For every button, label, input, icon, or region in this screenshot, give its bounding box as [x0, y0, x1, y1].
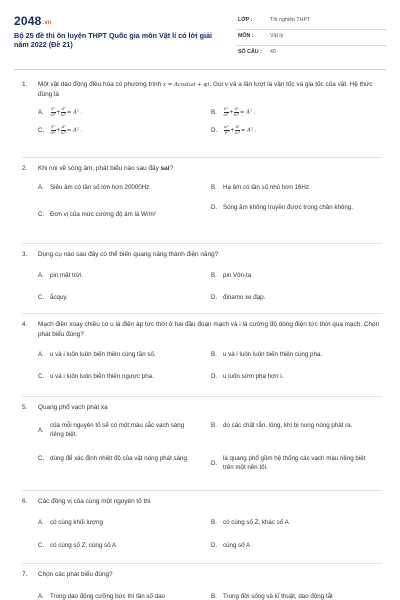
question-divider — [22, 243, 382, 244]
question-stem — [22, 570, 382, 580]
question-text-pre: Một vật dao động điều hòa có phương trình — [38, 81, 162, 88]
options — [38, 178, 382, 224]
meta-value: Tốt nghiệp THPT — [270, 17, 311, 23]
option-a[interactable]: A. pin mặt trời. — [38, 272, 83, 279]
question-stem — [22, 164, 382, 174]
question-number: 7. — [22, 571, 28, 578]
meta-key: LỚP : — [238, 17, 253, 23]
option-a[interactable]: A. Trong dao động cưỡng bức thì tần số dao — [38, 593, 165, 600]
options — [38, 264, 382, 304]
question-number: 1. — [22, 81, 28, 88]
options — [38, 584, 382, 600]
meta-key: SỐ CÂU : — [238, 49, 262, 55]
option-c[interactable]: C. có cùng số Z, cùng số A — [38, 542, 117, 549]
question-text — [38, 80, 382, 100]
emphasis-text: sai — [160, 165, 170, 172]
formula: $\frac{\text{v²}}{\text{ω²}}$ + $\frac{\text{a²}}{\text{ω⁴}}$ = A² . — [50, 124, 83, 135]
options — [38, 344, 382, 384]
question-7 — [22, 570, 382, 600]
question-text: Mạch điện xoay chiều có u là điện áp tức thời ở hai đầu đoạn mạch và i là cường độ dòng điện tức thời qua mạch. Chọn phát biểu đúng? — [38, 321, 380, 338]
meta-key: MÔN : — [238, 33, 254, 39]
formula: $\frac{\text{v²}}{\text{ω⁴}}$ + $\frac{\text{a²}}{\text{ω²}}$ = A² . — [50, 106, 83, 117]
option-a[interactable]: A. có cùng khối lượng — [38, 519, 103, 526]
question-number: 2. — [22, 165, 28, 172]
option-a[interactable]: A. u và i luôn luôn biến thiên cùng tần số. — [38, 351, 156, 358]
option-c[interactable]: C. ắcquy. — [38, 294, 68, 301]
formula: $\frac{\text{ω²}}{\text{v²}}$ + $\frac{\text{a²}}{\text{ω⁴}}$ = A² . — [224, 124, 257, 135]
option-d[interactable]: D. Sóng âm không truyền được trong chân không. — [211, 204, 353, 211]
option-d[interactable]: D. là quang phổ gồm hệ thống các vạch màu riêng biệt trên một nền tối. — [211, 455, 366, 471]
question-stem — [22, 497, 382, 507]
options — [38, 104, 382, 138]
option-d[interactable]: D. cùng số A — [211, 542, 251, 549]
equation: x = Acos(ωt + φ) — [163, 82, 210, 88]
option-b[interactable]: B. pin Vôn-ta — [211, 272, 252, 279]
document-header — [14, 12, 386, 62]
option-b[interactable] — [211, 107, 256, 118]
logo-suffix: .vn — [42, 20, 52, 26]
question-3 — [22, 250, 382, 304]
question-stem — [22, 320, 382, 340]
option-a[interactable] — [38, 107, 83, 118]
question-stem — [22, 403, 382, 413]
meta-value: Vật lý — [270, 33, 284, 39]
option-c[interactable] — [38, 125, 83, 136]
option-d[interactable]: D. đinamo xe đạp. — [211, 294, 266, 301]
question-2 — [22, 164, 382, 224]
question-text: Chọn các phát biểu đúng? — [38, 571, 113, 578]
header-divider — [14, 69, 386, 70]
question-text-post: . Gọi v và a lần lượt là vận tốc và gia tốc của vật. Hệ thức đúng là — [38, 81, 373, 98]
question-divider — [22, 157, 382, 158]
question-text: Khi nói về sóng âm, phát biểu nào sau đây sai? — [38, 165, 174, 172]
meta-table — [236, 14, 386, 61]
option-label: C. — [38, 126, 45, 134]
option-label: D. — [211, 126, 218, 134]
question-divider — [22, 313, 382, 314]
question-divider — [22, 490, 382, 491]
question-6 — [22, 497, 382, 551]
options — [38, 417, 382, 481]
option-c[interactable]: C. Đơn vị của mức cường độ âm là W/m² — [38, 211, 156, 218]
question-divider — [22, 396, 382, 397]
option-b[interactable]: B. u và i luôn luôn biến thiên cùng pha. — [211, 351, 323, 358]
site-logo[interactable] — [14, 14, 52, 28]
question-text: Quang phổ vạch phát xạ — [38, 404, 108, 411]
document-title: Bộ 25 đề thi ôn luyện THPT Quốc gia môn Vật lí có lời giải năm 2022 (Đề 21) — [14, 31, 212, 49]
question-text: Dụng cụ nào sau đây có thể biến quang năng thành điện năng? — [38, 251, 219, 258]
question-5 — [22, 403, 382, 481]
logo-text: 2048 — [14, 14, 42, 28]
question-text: Các đồng vị của cùng một nguyên tố thì — [38, 498, 151, 505]
options — [38, 511, 382, 551]
option-b[interactable]: B. do các chất rắn, lỏng, khí bị nung nóng phát ra. — [211, 422, 353, 429]
question-number: 5. — [22, 404, 28, 411]
option-c[interactable]: C. dùng để xác định nhiệt độ của vật nóng phát sáng. — [38, 455, 189, 462]
option-b[interactable]: B. Hạ âm có tần số nhỏ hơn 16Hz. — [211, 184, 311, 191]
formula: $\frac{\text{v²}}{\text{ω²}}$ + $\frac{\text{a²}}{\text{ω²}}$ = A² . — [223, 106, 256, 117]
option-b[interactable]: B. Trong đời sống và kĩ thuật, dao động tắt — [211, 593, 333, 600]
question-stem — [22, 250, 382, 260]
meta-row-class — [236, 14, 386, 30]
question-number: 6. — [22, 498, 28, 505]
option-d[interactable] — [211, 125, 257, 136]
option-label: A. — [38, 108, 44, 116]
meta-value: 40 — [270, 49, 276, 55]
question-stem — [22, 80, 382, 100]
question-1 — [22, 80, 382, 138]
question-number: 4. — [22, 321, 28, 328]
option-c[interactable]: C. u và i luôn luôn biến thiên ngược pha. — [38, 373, 154, 380]
option-a[interactable]: A. Siêu âm có tần số lớn hơn 20000Hz. — [38, 184, 151, 191]
option-label: B. — [211, 108, 217, 116]
option-b[interactable]: B. có cùng số Z, khác số A — [211, 519, 289, 526]
question-number: 3. — [22, 251, 28, 258]
option-d[interactable]: D. u luôn sớm pha hơn i. — [211, 373, 284, 380]
question-divider — [22, 563, 382, 564]
meta-row-subject — [236, 30, 386, 46]
option-a[interactable]: A. của mỗi nguyên tố sẽ có một màu sắc vạch sáng riêng biệt. — [38, 422, 185, 438]
question-4 — [22, 320, 382, 384]
meta-row-count — [236, 46, 386, 61]
